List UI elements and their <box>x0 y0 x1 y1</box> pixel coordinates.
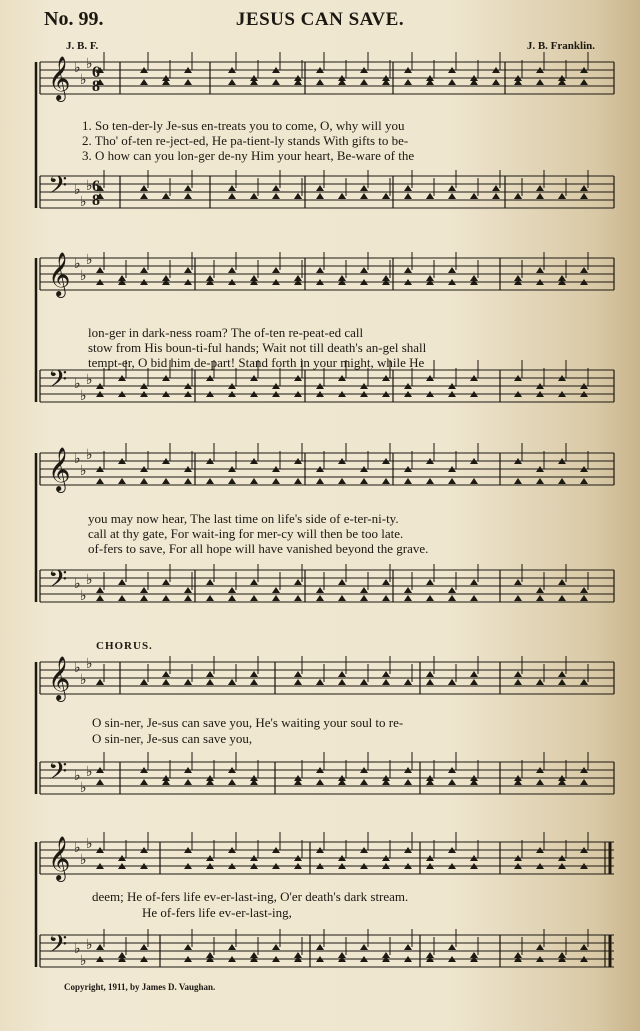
flat-icon: ♭ <box>80 268 87 284</box>
bass-clef-icon: 𝄢 <box>48 565 68 600</box>
lyric-line: lon-ger in dark-ness roam? The of-ten re-peat-ed call <box>88 325 364 340</box>
music-credit: J. B. Franklin. <box>526 40 595 52</box>
flat-icon: ♭ <box>74 576 81 592</box>
note-head <box>514 671 522 677</box>
note-head <box>316 587 324 593</box>
note-head <box>580 185 588 191</box>
flat-icon: ♭ <box>80 780 87 796</box>
note-head <box>206 478 214 484</box>
note-head <box>426 595 434 601</box>
note-head <box>492 185 500 191</box>
note-head <box>514 193 522 199</box>
flat-icon: ♭ <box>86 447 93 463</box>
note-head <box>360 478 368 484</box>
note-head <box>316 193 324 199</box>
treble-clef-icon: 𝄞 <box>48 836 71 880</box>
note-head <box>206 679 214 685</box>
flat-icon: ♭ <box>74 840 81 856</box>
note-head <box>360 267 368 273</box>
note-head <box>426 478 434 484</box>
flat-icon: ♭ <box>74 256 81 272</box>
time-signature: 6 <box>92 64 100 81</box>
note-head <box>294 679 302 685</box>
note-head <box>162 478 170 484</box>
note-head <box>382 595 390 601</box>
note-head <box>360 193 368 199</box>
note-head <box>294 478 302 484</box>
note-head <box>250 478 258 484</box>
note-head <box>470 671 478 677</box>
note-head <box>118 595 126 601</box>
note-head <box>272 193 280 199</box>
lyric-line: 1. So ten-der-ly Je-sus en-treats you to come, O, why will you <box>82 118 405 133</box>
flat-icon: ♭ <box>86 836 93 852</box>
note-head <box>382 478 390 484</box>
note-head <box>558 679 566 685</box>
note-head <box>316 779 324 785</box>
chorus-label: CHORUS. <box>96 640 153 652</box>
note-head <box>272 944 280 950</box>
note-head <box>228 779 236 785</box>
note-head <box>404 79 412 85</box>
flat-icon: ♭ <box>86 937 93 953</box>
note-head <box>272 79 280 85</box>
note-head <box>492 79 500 85</box>
note-head <box>404 267 412 273</box>
hymn-number: No. 99. <box>44 8 104 30</box>
note-head <box>228 944 236 950</box>
note-head <box>404 944 412 950</box>
lyric-line: O sin-ner, Je-sus can save you, He's waiting your soul to re- <box>92 715 404 730</box>
flat-icon: ♭ <box>86 572 93 588</box>
note-head <box>426 671 434 677</box>
note-head <box>514 679 522 685</box>
note-head <box>206 579 214 585</box>
note-head <box>184 779 192 785</box>
note-head <box>162 579 170 585</box>
lyric-line: tempt-er, O bid him de-part! Stand forth in your might, while He <box>88 355 425 370</box>
note-head <box>580 779 588 785</box>
flat-icon: ♭ <box>80 463 87 479</box>
note-head <box>382 193 390 199</box>
note-head <box>96 478 104 484</box>
note-head <box>294 579 302 585</box>
flat-icon: ♭ <box>80 72 87 88</box>
note-head <box>492 193 500 199</box>
note-head <box>228 193 236 199</box>
note-head <box>536 587 544 593</box>
time-signature: 6 <box>92 178 100 195</box>
flat-icon: ♭ <box>74 376 81 392</box>
note-head <box>514 579 522 585</box>
note-head <box>404 478 412 484</box>
note-head <box>470 679 478 685</box>
note-head <box>382 679 390 685</box>
flat-icon: ♭ <box>80 388 87 404</box>
note-head <box>514 478 522 484</box>
flat-icon: ♭ <box>74 660 81 676</box>
flat-icon: ♭ <box>80 194 87 210</box>
note-head <box>250 671 258 677</box>
note-head <box>272 595 280 601</box>
note-head <box>470 193 478 199</box>
flat-icon: ♭ <box>74 941 81 957</box>
note-head <box>558 579 566 585</box>
note-head <box>96 595 104 601</box>
note-head <box>580 587 588 593</box>
note-head <box>338 579 346 585</box>
flat-icon: ♭ <box>74 451 81 467</box>
note-head <box>360 185 368 191</box>
lyric-line: 2. Tho' of-ten re-ject-ed, He pa-tient-ly stands With gifts to be- <box>82 133 409 148</box>
note-head <box>536 79 544 85</box>
bass-clef-icon: 𝄢 <box>48 757 68 792</box>
note-head <box>514 595 522 601</box>
note-head <box>140 267 148 273</box>
note-head <box>536 185 544 191</box>
note-head <box>184 587 192 593</box>
note-head <box>558 595 566 601</box>
bass-clef-icon: 𝄢 <box>48 930 68 965</box>
note-head <box>272 185 280 191</box>
note-head <box>580 267 588 273</box>
flat-icon: ♭ <box>74 182 81 198</box>
note-head <box>360 595 368 601</box>
note-head <box>448 944 456 950</box>
flat-icon: ♭ <box>86 764 93 780</box>
note-head <box>140 587 148 593</box>
note-head <box>184 185 192 191</box>
note-head <box>294 671 302 677</box>
note-head <box>470 478 478 484</box>
note-head <box>536 944 544 950</box>
note-head <box>536 595 544 601</box>
note-head <box>338 595 346 601</box>
note-head <box>140 944 148 950</box>
note-head <box>206 595 214 601</box>
note-head <box>448 595 456 601</box>
note-head <box>206 671 214 677</box>
note-head <box>140 79 148 85</box>
note-head <box>536 679 544 685</box>
note-head <box>316 79 324 85</box>
note-head <box>338 679 346 685</box>
note-head <box>580 679 588 685</box>
treble-clef-icon: 𝄞 <box>48 252 71 296</box>
note-head <box>536 779 544 785</box>
note-head <box>162 671 170 677</box>
note-head <box>140 185 148 191</box>
flat-icon: ♭ <box>86 372 93 388</box>
note-head <box>448 587 456 593</box>
flat-icon: ♭ <box>74 60 81 76</box>
note-head <box>536 478 544 484</box>
note-head <box>536 267 544 273</box>
hymn-title: JESUS CAN SAVE. <box>235 9 405 30</box>
note-head <box>316 185 324 191</box>
note-head <box>382 671 390 677</box>
treble-clef-icon: 𝄞 <box>48 447 71 491</box>
note-head <box>360 779 368 785</box>
note-head <box>360 587 368 593</box>
note-head <box>228 679 236 685</box>
note-head <box>228 587 236 593</box>
note-head <box>228 595 236 601</box>
note-head <box>272 478 280 484</box>
note-head <box>404 185 412 191</box>
lyric-line: O sin-ner, Je-sus can save you, <box>92 731 253 746</box>
note-head <box>118 579 126 585</box>
time-signature: 8 <box>92 78 100 95</box>
note-head <box>448 478 456 484</box>
note-head <box>360 79 368 85</box>
note-head <box>382 579 390 585</box>
note-head <box>448 267 456 273</box>
note-head <box>96 267 104 273</box>
note-head <box>448 779 456 785</box>
note-head <box>404 779 412 785</box>
note-head <box>140 595 148 601</box>
note-head <box>184 944 192 950</box>
flat-icon: ♭ <box>80 588 87 604</box>
note-head <box>426 193 434 199</box>
note-head <box>426 579 434 585</box>
flat-icon: ♭ <box>80 852 87 868</box>
note-head <box>316 267 324 273</box>
note-head <box>316 944 324 950</box>
flat-icon: ♭ <box>86 656 93 672</box>
note-head <box>404 679 412 685</box>
copyright-notice: Copyright, 1911, by James D. Vaughan. <box>64 982 216 992</box>
lyric-line: of-fers to save, For all hope will have vanished beyond the grave. <box>88 541 429 556</box>
note-head <box>96 944 104 950</box>
note-head <box>338 478 346 484</box>
note-head <box>272 587 280 593</box>
note-head <box>228 185 236 191</box>
note-head <box>294 193 302 199</box>
note-head <box>162 595 170 601</box>
note-head <box>426 679 434 685</box>
note-head <box>228 267 236 273</box>
note-head <box>360 679 368 685</box>
note-head <box>580 193 588 199</box>
note-head <box>558 193 566 199</box>
note-head <box>184 79 192 85</box>
note-head <box>338 671 346 677</box>
note-head <box>272 267 280 273</box>
note-head <box>448 185 456 191</box>
lyric-line: deem; He of-fers life ev-er-last-ing, O'er death's dark stream. <box>92 889 409 904</box>
note-head <box>580 595 588 601</box>
note-head <box>140 679 148 685</box>
note-head <box>184 679 192 685</box>
lyric-line: He of-fers life ev-er-last-ing, <box>142 905 292 920</box>
treble-clef-icon: 𝄞 <box>48 656 71 700</box>
note-head <box>228 478 236 484</box>
bass-clef-icon: 𝄢 <box>48 171 68 206</box>
note-head <box>404 193 412 199</box>
words-credit: J. B. F. <box>66 40 99 52</box>
note-head <box>536 193 544 199</box>
lyric-line: you may now hear, The last time on life's side of e-ter-ni-ty. <box>88 511 399 526</box>
flat-icon: ♭ <box>86 56 93 72</box>
note-head <box>404 595 412 601</box>
note-head <box>580 79 588 85</box>
note-head <box>360 944 368 950</box>
note-head <box>184 595 192 601</box>
flat-icon: ♭ <box>86 252 93 268</box>
note-head <box>580 944 588 950</box>
note-head <box>448 79 456 85</box>
lyric-line: stow from His boun-ti-ful hands; Wait not till death's an-gel shall <box>88 340 427 355</box>
note-head <box>250 193 258 199</box>
note-head <box>316 595 324 601</box>
note-head <box>338 193 346 199</box>
note-head <box>250 679 258 685</box>
note-head <box>96 587 104 593</box>
note-head <box>250 579 258 585</box>
note-head <box>140 478 148 484</box>
note-head <box>294 595 302 601</box>
note-head <box>162 193 170 199</box>
note-head <box>250 595 258 601</box>
note-head <box>580 478 588 484</box>
time-signature: 8 <box>92 192 100 209</box>
lyric-line: call at thy gate, For wait-ing for mer-cy will then be too late. <box>88 526 404 541</box>
flat-icon: ♭ <box>74 768 81 784</box>
note-head <box>184 478 192 484</box>
note-head <box>470 579 478 585</box>
note-head <box>184 267 192 273</box>
note-head <box>404 587 412 593</box>
note-head <box>96 679 104 685</box>
note-head <box>228 79 236 85</box>
note-head <box>162 679 170 685</box>
flat-icon: ♭ <box>80 672 87 688</box>
note-head <box>448 679 456 685</box>
note-head <box>118 478 126 484</box>
note-head <box>316 679 324 685</box>
note-head <box>448 193 456 199</box>
note-head <box>140 779 148 785</box>
note-head <box>470 595 478 601</box>
flat-icon: ♭ <box>80 953 87 969</box>
note-head <box>140 193 148 199</box>
bass-clef-icon: 𝄢 <box>48 365 68 400</box>
note-head <box>184 193 192 199</box>
note-head <box>96 779 104 785</box>
treble-clef-icon: 𝄞 <box>48 56 71 100</box>
lyric-line: 3. O how can you lon-ger de-ny Him your heart, Be-ware of the <box>82 148 415 163</box>
note-head <box>558 478 566 484</box>
note-head <box>316 478 324 484</box>
note-head <box>558 671 566 677</box>
flat-icon: ♭ <box>86 178 93 194</box>
